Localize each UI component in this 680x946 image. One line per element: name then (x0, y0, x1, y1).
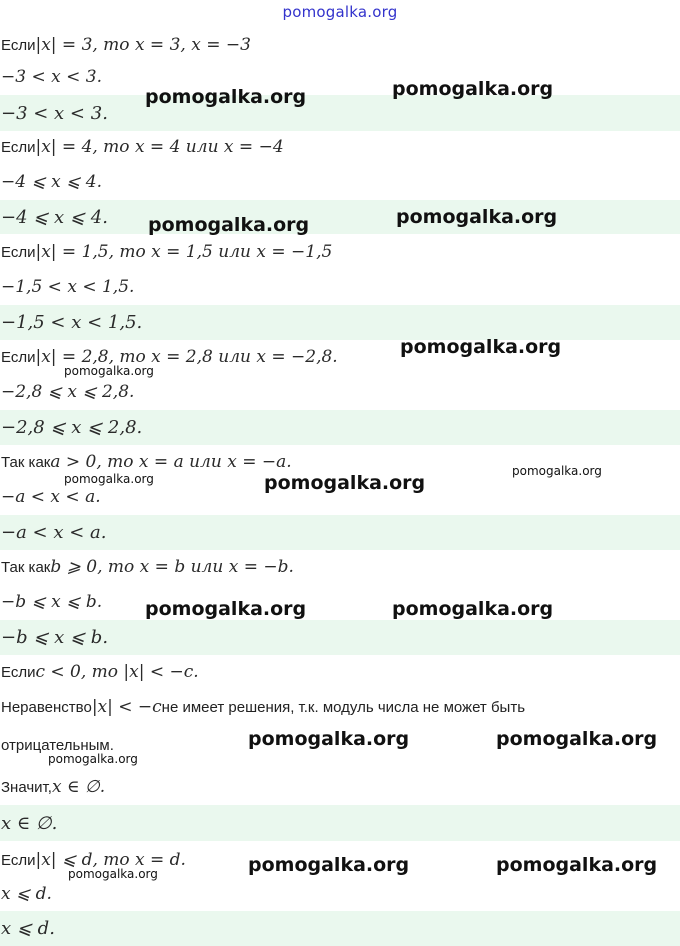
line-text: Если (1, 663, 36, 681)
solution-line (0, 550, 680, 584)
solution-line (0, 585, 680, 619)
answer-line (0, 95, 680, 131)
line-math: −b ⩽ x ⩽ b. (1, 592, 103, 612)
answer-line (0, 911, 680, 946)
watermark: pomogalka.org (145, 598, 307, 620)
line-text: отрицательным. (1, 736, 114, 754)
line-text: Если (1, 851, 36, 869)
line-math: |x| ⩽ d, то x = d. (35, 850, 186, 870)
line-math: x ∈ ∅. (1, 812, 58, 834)
line-math: |x| = 1,5, то x = 1,5 или x = −1,5 (35, 242, 333, 262)
watermark: pomogalka.org (68, 867, 158, 881)
line-text-tail: не имеет решения, т.к. модуль числа не может быть (161, 698, 526, 716)
line-math: −3 < x < 3. (1, 67, 102, 87)
line-math: b ⩾ 0, то x = b или x = −b. (50, 557, 294, 577)
solution-line (0, 130, 680, 164)
solution-line (0, 770, 680, 804)
line-math: −a < x < a. (1, 487, 101, 507)
watermark: pomogalka.org (148, 214, 310, 236)
solution-line (0, 270, 680, 304)
answer-line (0, 200, 680, 234)
answer-line (0, 410, 680, 445)
answer-line (0, 805, 680, 841)
line-math: −4 ⩽ x ⩽ 4. (1, 206, 108, 228)
watermark: pomogalka.org (248, 854, 410, 876)
line-text: Так как (1, 558, 51, 576)
line-text: Неравенство (1, 698, 92, 716)
line-math: c < 0, то |x| < −c. (35, 662, 199, 682)
line-math: x ⩽ d. (1, 884, 52, 904)
watermark: pomogalka.org (48, 752, 138, 766)
line-text: Если (1, 348, 36, 366)
line-math: |x| < −c (91, 697, 162, 717)
line-text: Значит, (1, 778, 52, 796)
watermark: pomogalka.org (392, 598, 554, 620)
watermark: pomogalka.org (145, 86, 307, 108)
line-text: Если (1, 36, 36, 54)
line-text: Так как (1, 453, 51, 471)
solution-line (0, 165, 680, 199)
header-watermark[interactable]: pomogalka.org (282, 3, 398, 21)
line-math: |x| = 3, то x = 3, x = −3 (35, 35, 251, 55)
solution-line (0, 60, 680, 94)
answer-line (0, 620, 680, 655)
watermark: pomogalka.org (64, 364, 154, 378)
line-math: x ∈ ∅. (51, 777, 106, 797)
solution-line (0, 877, 680, 911)
solution-line (0, 375, 680, 409)
watermark: pomogalka.org (496, 854, 658, 876)
line-math: −2,8 ⩽ x ⩽ 2,8. (1, 382, 135, 402)
line-math: |x| = 2,8, то x = 2,8 или x = −2,8. (35, 347, 338, 367)
line-math: −3 < x < 3. (1, 102, 108, 124)
solution-line (0, 655, 680, 689)
line-math: −4 ⩽ x ⩽ 4. (1, 172, 102, 192)
watermark: pomogalka.org (396, 206, 558, 228)
answer-line (0, 515, 680, 550)
watermark: pomogalka.org (400, 336, 562, 358)
line-math: |x| = 4, то x = 4 или x = −4 (35, 137, 284, 157)
watermark: pomogalka.org (496, 728, 658, 750)
watermark: pomogalka.org (512, 464, 602, 478)
watermark: pomogalka.org (64, 472, 154, 486)
line-math: −1,5 < x < 1,5. (1, 277, 135, 297)
line-math: −a < x < a. (1, 522, 107, 543)
watermark: pomogalka.org (264, 472, 426, 494)
line-math: −b ⩽ x ⩽ b. (1, 627, 109, 648)
solution-line (0, 235, 680, 269)
solution-line (0, 30, 680, 60)
watermark: pomogalka.org (392, 78, 554, 100)
line-text: Если (1, 243, 36, 261)
answer-line (0, 305, 680, 340)
line-text: Если (1, 138, 36, 156)
line-math: a > 0, то x = a или x = −a. (50, 452, 292, 472)
line-math: −1,5 < x < 1,5. (1, 312, 143, 333)
solution-line (0, 690, 680, 724)
line-math: x ⩽ d. (1, 918, 55, 939)
line-math: −2,8 ⩽ x ⩽ 2,8. (1, 417, 143, 438)
watermark: pomogalka.org (248, 728, 410, 750)
